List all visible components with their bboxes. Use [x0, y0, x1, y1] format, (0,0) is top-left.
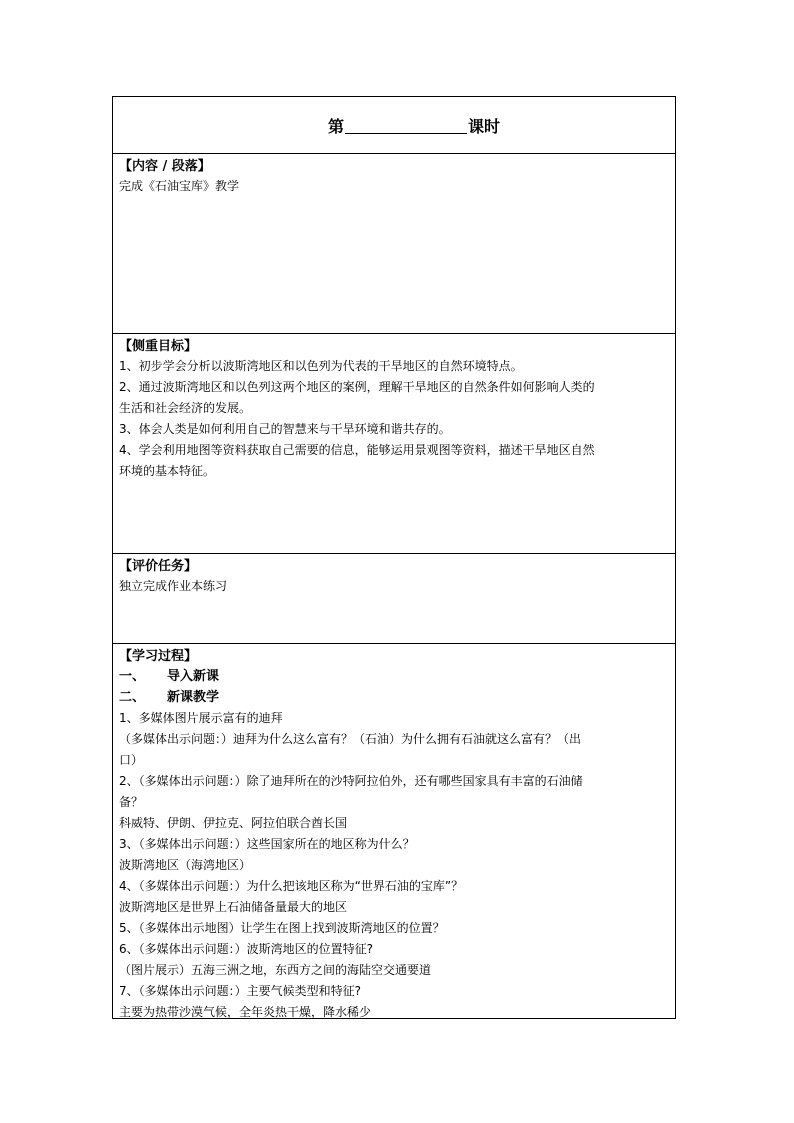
objective-line: 3、体会人类是如何利用自己的智慧来与干旱环境和谐共存的。 [119, 422, 451, 436]
process-line: 6、（多媒体出示问题：）波斯湾地区的位置特征? [119, 942, 374, 956]
objective-line: 生活和社会经济的发展。 [119, 401, 252, 415]
process-line: 主要为热带沙漠气候，全年炎热干燥，降水稀少 [119, 1005, 372, 1019]
lesson-number-blank [345, 117, 467, 134]
process-line: 科威特、伊朗、伊拉克、阿拉伯联合酋长国 [119, 816, 348, 830]
lesson-plan-table [112, 96, 676, 1019]
process-line: 3、（多媒体出示问题：）这些国家所在的地区称为什么？ [119, 837, 415, 851]
section-title [119, 666, 669, 687]
title-prefix: 第 [327, 116, 344, 136]
process-line: 2、（多媒体出示问题：）除了迪拜所在的沙特阿拉伯外，还有哪些国家具有丰富的石油储 [119, 774, 583, 788]
evaluation-heading: 【评价任务】 [119, 559, 198, 574]
process-line: 1、多媒体图片展示富有的迪拜 [119, 711, 283, 725]
objectives-heading: 【侧重目标】 [119, 339, 198, 354]
title-row [113, 97, 675, 154]
process-section [113, 644, 675, 1020]
process-line: （多媒体出示问题：）迪拜为什么这么富有？（石油）为什么拥有石油就这么富有？（出 [119, 732, 582, 746]
section-number: 二、 [119, 690, 146, 705]
section-title [119, 687, 669, 708]
title-suffix: 课时 [468, 116, 501, 136]
process-line: 4、（多媒体出示问题：）为什么把该地区称为“世界石油的宝库”？ [119, 879, 464, 893]
process-line: 波斯湾地区是世界上石油储备量最大的地区 [119, 900, 348, 914]
lesson-title [328, 114, 500, 137]
process-line: 波斯湾地区（海湾地区） [119, 858, 252, 872]
objective-line: 4、学会利用地图等资料获取自己需要的信息，能够运用景观图等资料，描述干旱地区自然 [119, 443, 595, 457]
process-line: 7、（多媒体出示问题：）主要气候类型和特征? [119, 984, 362, 998]
content-heading: 【内容 / 段落】 [119, 159, 211, 174]
process-line: 5、（多媒体出示地图）让学生在图上找到波斯湾地区的位置？ [119, 921, 445, 935]
objective-line: 环境的基本特征。 [119, 464, 216, 478]
process-heading: 【学习过程】 [119, 649, 198, 664]
section-number: 一、 [119, 669, 146, 684]
process-line: （图片展示）五海三洲之地，东西方之间的海陆空交通要道 [119, 963, 432, 977]
section-text: 新课教学 [167, 690, 220, 705]
section-text: 导入新课 [167, 669, 220, 684]
process-line: 口） [119, 753, 144, 767]
objectives-section [113, 334, 675, 554]
evaluation-line: 独立完成作业本练习 [119, 579, 228, 593]
objective-line: 2、通过波斯湾地区和以色列这两个地区的案例，理解干旱地区的自然条件如何影响人类的 [119, 380, 595, 394]
evaluation-section [113, 554, 675, 644]
content-line: 完成《石油宝库》教学 [119, 179, 240, 193]
objective-line: 1、初步学会分析以波斯湾地区和以色列为代表的干旱地区的自然环境特点。 [119, 359, 523, 373]
content-section [113, 154, 675, 334]
process-line: 备？ [119, 795, 144, 809]
